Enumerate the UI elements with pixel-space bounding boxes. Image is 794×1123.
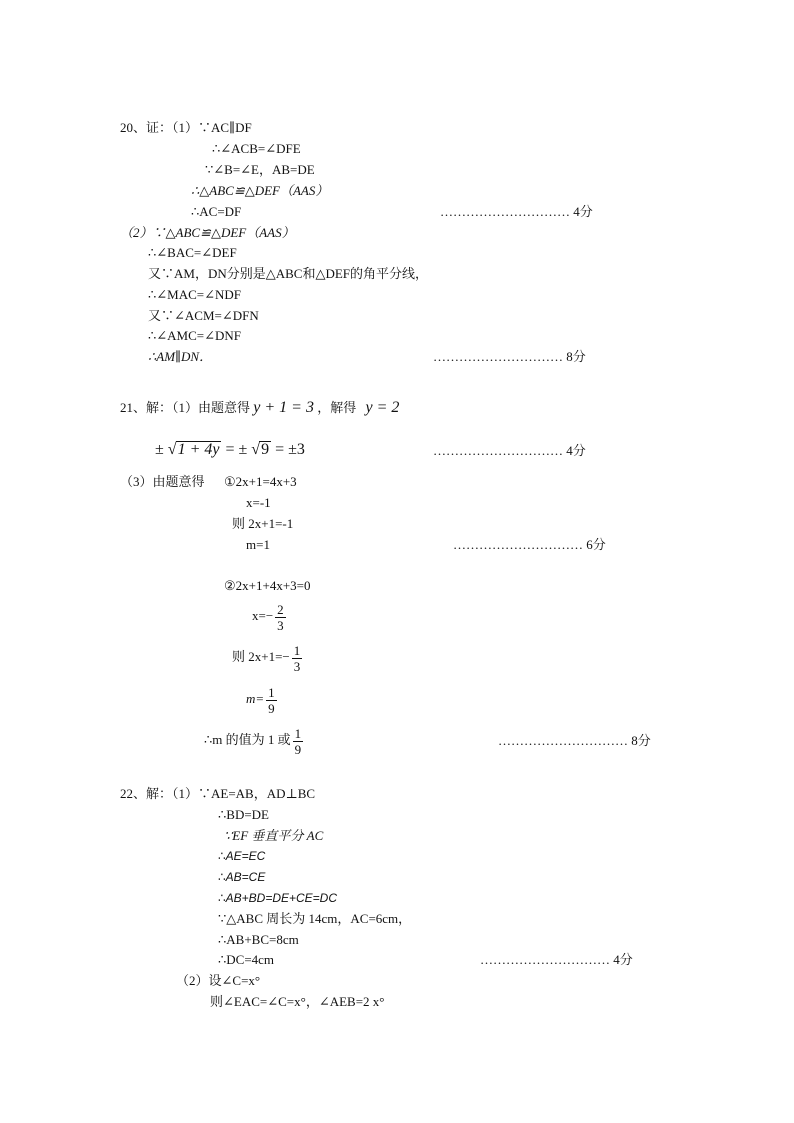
q22-part2-line: 则∠EAC=∠C=x°，∠AEB=2 x° (210, 994, 385, 1009)
q21-eq1: y + 1 = 3 (253, 399, 314, 416)
q21-case1-x: x=-1 (246, 495, 271, 510)
q21-case2-m: m= $\frac{1}{9}$ (246, 684, 275, 716)
q22-line4: ∴AB=CE (218, 870, 266, 884)
q21-score-8: ………………………… 8分 (498, 733, 651, 748)
q20-line8: 又∵∠ACM=∠DFN (148, 308, 259, 323)
q21-eqend: = ±3 (275, 441, 305, 458)
q21-case1: ①2x+1=4x+3 (224, 474, 297, 489)
q21-case1-m: m=1 (246, 537, 270, 552)
q22-line1: ∴BD=DE (218, 807, 269, 822)
q21-case2-then: 则 2x+1=− $\frac{1}{3}$ (232, 642, 301, 674)
q20-line7: ∴∠MAC=∠NDF (148, 287, 242, 302)
q22-line2: ∵EF 垂直平分 AC (224, 828, 324, 843)
q20-line6: 又∵AM，DN分别是△ABC和△DEF的角平分线， (148, 266, 429, 281)
q21-header-text: 21、解：（1）由题意得 (120, 400, 251, 415)
q22-line5: ∴AB+BD=DE+CE=DC (218, 891, 338, 905)
q21-case1-then: 则 2x+1=-1 (232, 516, 294, 531)
q21-rad1: 1 + 4y (177, 441, 220, 458)
q22-score-4: ………………………… 4分 (480, 952, 633, 967)
q20-line4: ∴AC=DF (191, 204, 242, 219)
q20-score-8: ………………………… 8分 (433, 349, 586, 364)
q21-case2: ②2x+1+4x+3=0 (224, 578, 311, 593)
q22-line6: ∵△ABC 周长为 14cm，AC=6cm， (218, 911, 412, 926)
q20-header: 20、证：（1）∵AC∥DF (120, 120, 252, 135)
q20-line1: ∴∠ACB=∠DFE (212, 141, 301, 156)
q22-line3: ∴AE=EC (218, 849, 266, 863)
q21-header (120, 400, 399, 416)
q20-line9: ∴∠AMC=∠DNF (148, 328, 242, 343)
q20-score-4: ………………………… 4分 (440, 204, 593, 219)
q21-mid: ，解得 (317, 400, 357, 415)
q20-part2: （2）∵△ABC≌△DEF（AAS） (120, 225, 295, 240)
q21-rad2: 9 (261, 441, 270, 458)
q22-line7: ∴AB+BC=8cm (218, 932, 299, 947)
q21-conclusion: ∴m 的值为 1 或 $\frac{1}{9}$ (204, 725, 302, 757)
q21-pm: ± (155, 441, 164, 458)
q22-line8: ∴DC=4cm (218, 952, 275, 967)
q21-eqmid: = ± (225, 441, 248, 458)
q22-header: 22、解：（1）∵AE=AB，AD⊥BC (120, 786, 316, 801)
q20-line5: ∴∠BAC=∠DEF (148, 245, 237, 260)
q21-score-6: ………………………… 6分 (453, 537, 606, 552)
q20-line3: ∴△ABC≌△DEF（AAS） (191, 183, 329, 198)
q20-line10: ∴AM∥DN． (148, 349, 213, 364)
q22-part2: （2）设∠C=x° (176, 973, 261, 988)
q21-case2-x: x=− $\frac{2}{3}$ (252, 601, 284, 633)
q21-sqrt-line: ± √1 + 4y = ± √9 = ±3 (155, 441, 305, 458)
q21-score-4: ………………………… 4分 (433, 443, 586, 458)
q21-eq1b: y = 2 (365, 399, 400, 416)
q21-part3: （3）由题意得 (120, 474, 205, 489)
q20-line2: ∵∠B=∠E，AB=DE (205, 162, 315, 177)
